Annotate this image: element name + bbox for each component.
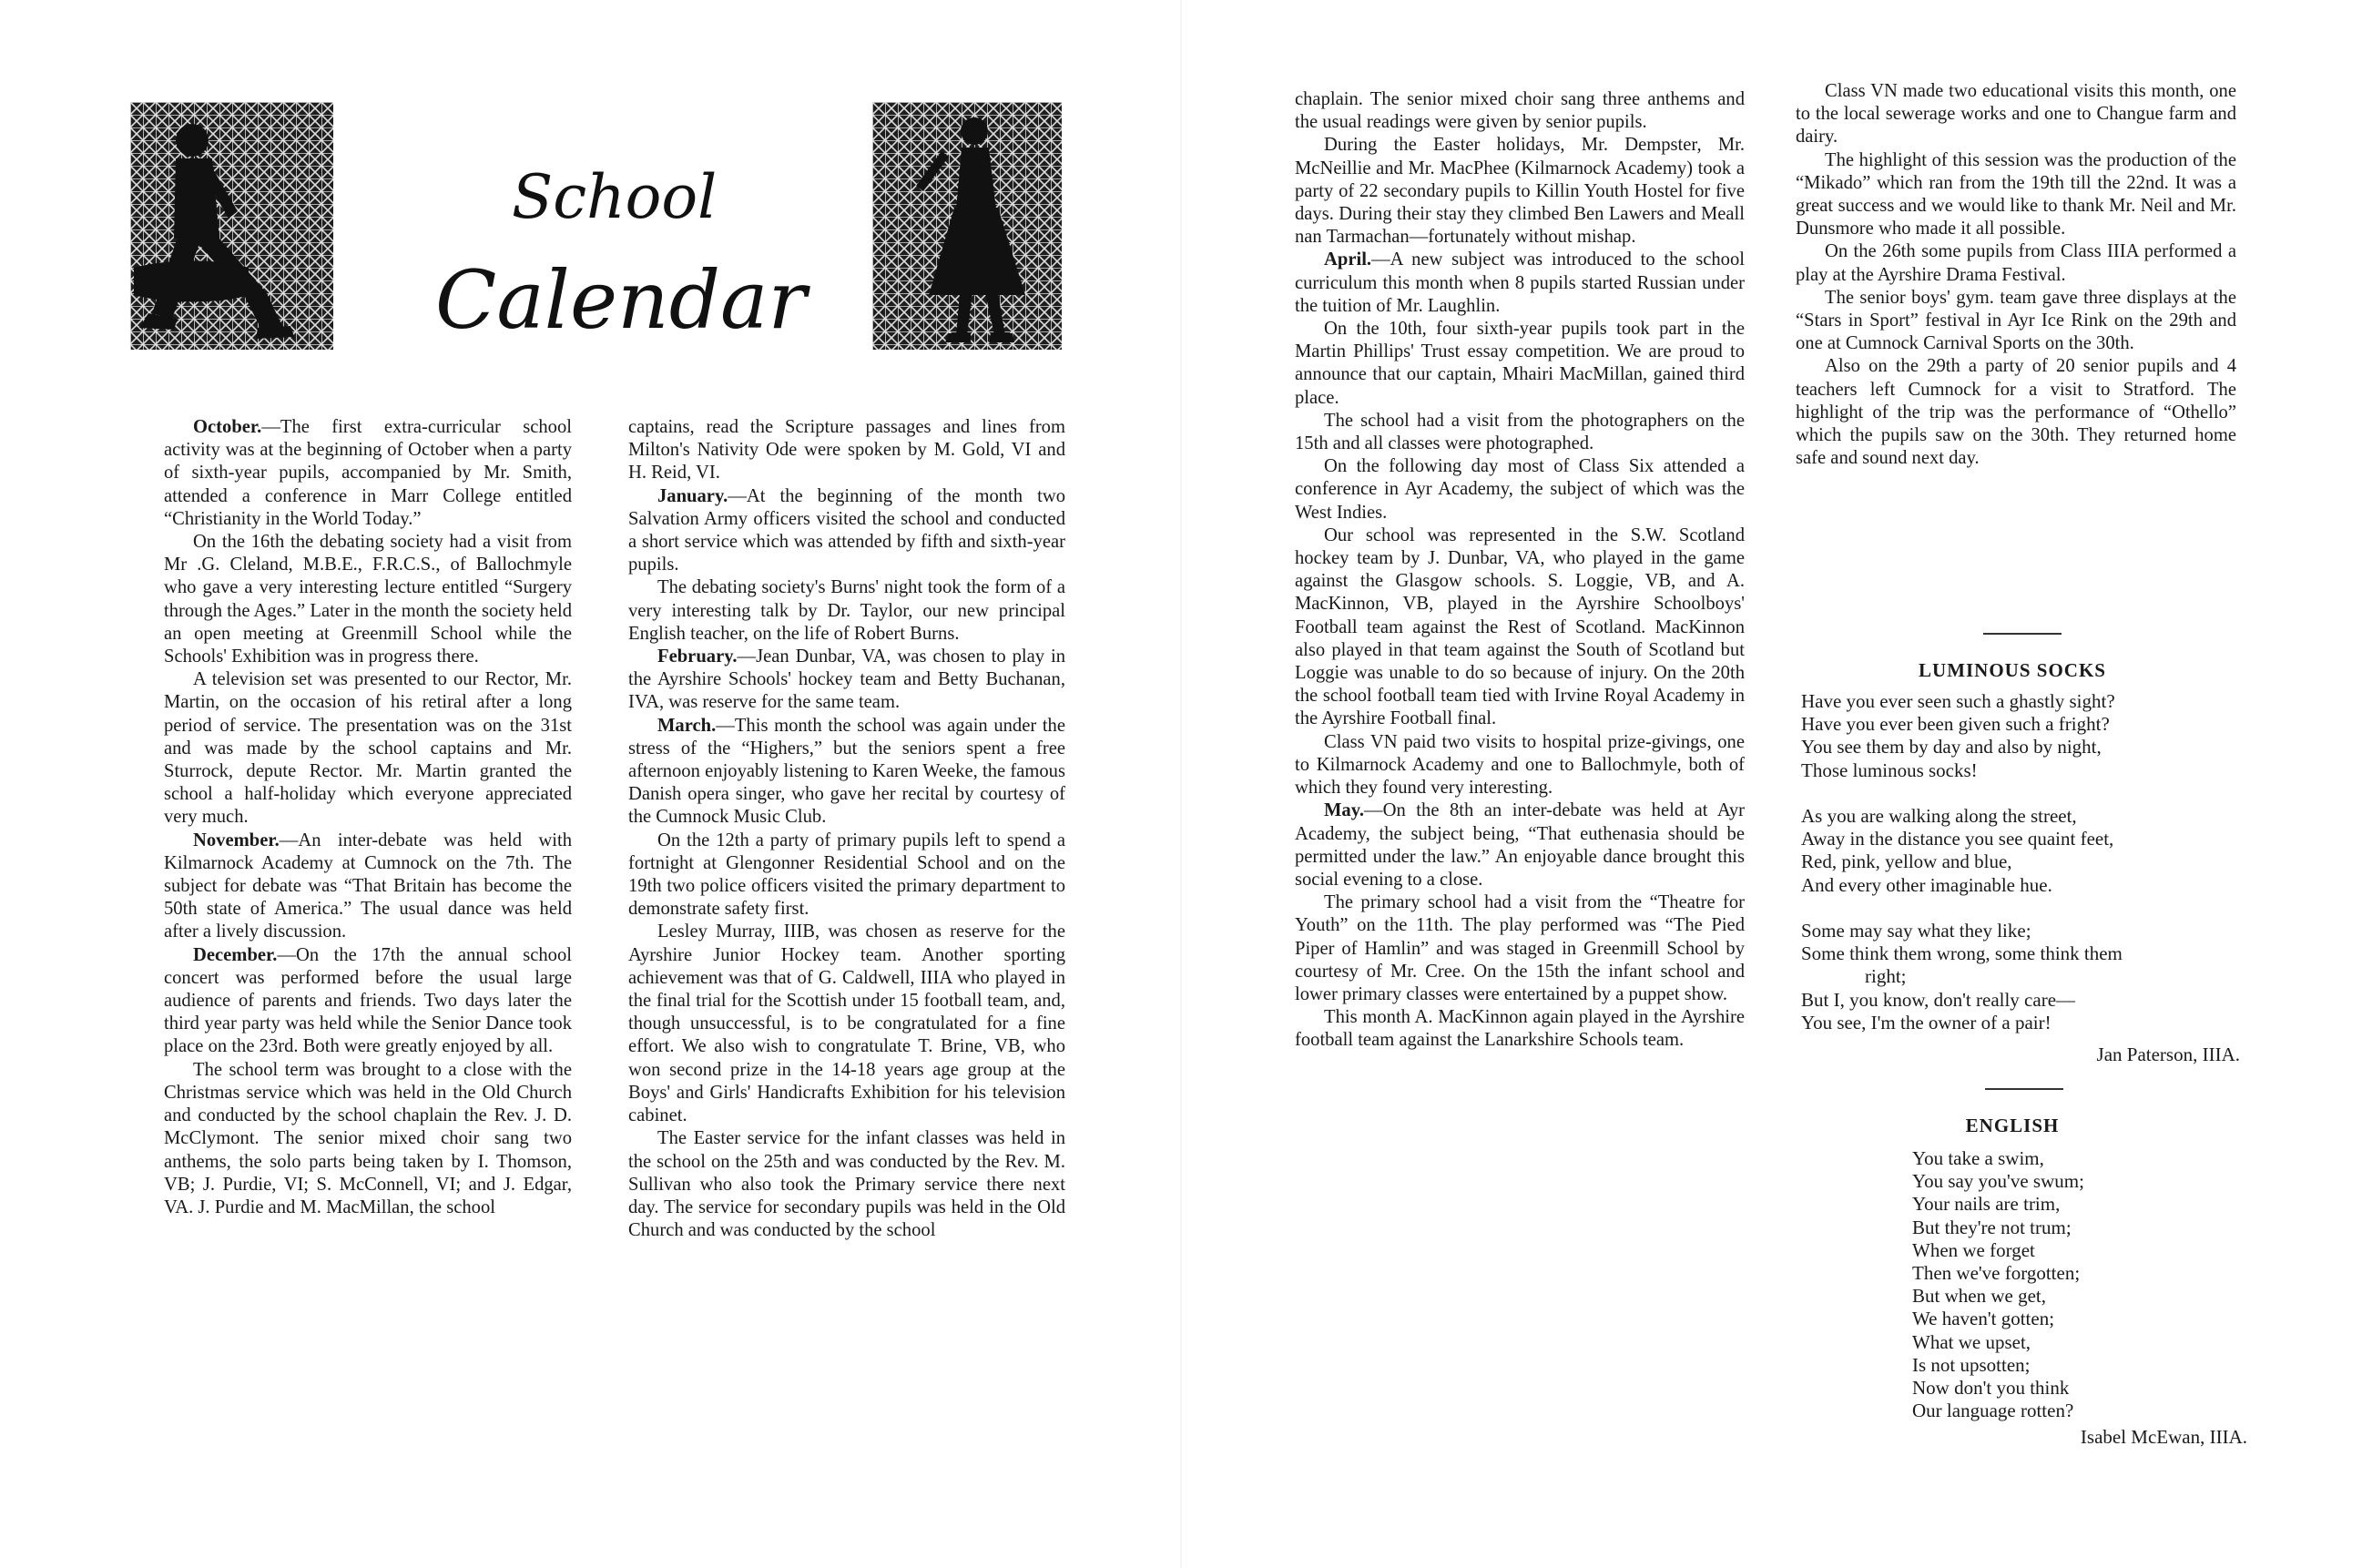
- poem-line: [1801, 897, 2256, 920]
- calendar-paragraph: [1295, 799, 1745, 891]
- poem-line: What we upset,: [1912, 1330, 2031, 1353]
- calendar-paragraph: [164, 416, 572, 531]
- paragraph-text: The primary school had a visit from the “Theatre for Youth” on the 11th. The play performed was “The Pied Piper of Hamlin” and was staged in Greenmill School by courtesy of Mr. Cree. On the 15th the infant school and lower primary classes were entertained by a puppet show.: [1295, 892, 1745, 1004]
- poem-line: But they're not trum;: [1912, 1216, 2072, 1238]
- paragraph-text: The debating society's Burns' night took the form of a very interesting talk by Dr. Taylor, our new principal English teacher, on the life of Robert Burns.: [628, 577, 1065, 644]
- paragraph-text: —On the 17th the annual school concert was performed before the usual large audience of parents and friends. Two days later the third year party was held while the Senior Dance took place on the 23rd. Both were greatly enjoyed by all.: [164, 944, 572, 1057]
- calendar-paragraph: [628, 715, 1065, 830]
- paragraph-text: On the 10th, four sixth-year pupils took part in the Martin Phillips' Trust essay competition. We are proud to announce that our captain, Mhairi MacMillan, gained third place.: [1295, 319, 1745, 408]
- calendar-paragraph: [628, 485, 1065, 577]
- calendar-paragraph: [1796, 240, 2236, 286]
- column-4: [1796, 80, 2236, 470]
- paragraph-text: The school had a visit from the photographers on the 15th and all classes were photographed.: [1295, 410, 1745, 454]
- paragraph-text: captains, read the Scripture passages and lines from Milton's Nativity Ode were spoken by M. Gold, VI and H. Reid, VI.: [628, 417, 1065, 484]
- paragraph-text: During the Easter holidays, Mr. Dempster, Mr. McNeillie and Mr. MacPhee (Kilmarnock Academy) took a party of 22 secondary pupils to Killin Youth Hostel for five days. During their stay they climbed Ben Lawers and Meall nan Tarmachan—fortunately without mishap.: [1295, 135, 1745, 248]
- month-label: May.: [1324, 800, 1365, 821]
- paragraph-text: —The first extra-curricular school activity was at the beginning of October when a party of sixth-year pupils, accompanied by Mr. Smith, attended a conference in Marr College entitled “Christianity in the World Today.”: [164, 417, 572, 529]
- paragraph-text: On the 16th the debating society had a visit from Mr .G. Cleland, M.B.E., F.R.C.S., of Ballochmyle who gave a very interesting lecture entitled “Surgery through the Ages.” Later in the month the society held an open meeting at Greenmill School while the Schools' Exhibition was in progress there.: [164, 532, 572, 667]
- poem-line: Red, pink, yellow and blue,: [1801, 850, 2012, 873]
- poem-line: As you are walking along the street,: [1801, 805, 2077, 828]
- calendar-paragraph: [1796, 149, 2236, 241]
- poem-line: But I, you know, don't really care—: [1801, 988, 2076, 1011]
- calendar-paragraph: [164, 830, 572, 944]
- calendar-paragraph: [164, 531, 572, 668]
- poem-line: But when we get,: [1912, 1285, 2046, 1308]
- calendar-paragraph: [1295, 410, 1745, 455]
- poem-line: We haven't gotten;: [1912, 1308, 2055, 1330]
- paragraph-text: On the following day most of Class Six attended a conference in Ayr Academy, the subject of which was the West Indies.: [1295, 456, 1745, 523]
- page-gutter: [1180, 0, 1182, 1568]
- poem-line: Then we've forgotten;: [1912, 1262, 2081, 1285]
- divider-rule: [1985, 1088, 2063, 1090]
- calendar-paragraph: [1796, 355, 2236, 470]
- poem-line: right;: [1865, 965, 1907, 988]
- calendar-paragraph: [1295, 318, 1745, 410]
- paragraph-text: —At the beginning of the month two Salvation Army officers visited the school and conducted a short service which was attended by fifth and sixth-year pupils.: [628, 485, 1065, 575]
- poem-english: [1912, 1147, 2204, 1422]
- calendar-paragraph: [1295, 731, 1745, 800]
- calendar-paragraph: [628, 416, 1065, 485]
- paragraph-text: —An inter-debate was held with Kilmarnock Academy at Cumnock on the 7th. The subject for debate was “That Britain has become the 50th state of America.” The usual dance was held after a lively discussion.: [164, 830, 572, 942]
- paragraph-text: A television set was presented to our Rector, Mr. Martin, on the occasion of his retiral after a long period of service. The presentation was on the 31st and was made by the school captains and Mr. Sturrock, depute Rector. Mr. Martin granted the school a half-holiday which everyone appreciated very much.: [164, 669, 572, 828]
- paragraph-text: The senior boys' gym. team gave three displays at the “Stars in Sport” festival in Ayr Ice Rink on the 29th and one at Cumnock Carnival Sports on the 30th.: [1796, 287, 2236, 354]
- calendar-paragraph: [1796, 287, 2236, 356]
- paragraph-text: Lesley Murray, IIIB, was chosen as reserve for the Ayrshire Junior Hockey team. Another sporting achievement was that of G. Caldwell, IIIA who played in the final trial for the Scottish under 15 football team, and, though unsuccessful, is to be congratulated for a fine effort. We also wish to congratulate T. Brine, VB, who won second prize in the 14-18 years age group at the Boys' and Girls' Handicrafts Exhibition for his television cabinet.: [628, 921, 1065, 1126]
- paragraph-text: —On the 8th an inter-debate was held at Ayr Academy, the subject being, “That euthenasia should be permitted under the law.” An enjoyable dance brought this social evening to a close.: [1295, 800, 1745, 890]
- paragraph-text: Class VN made two educational visits this month, one to the local sewerage works and one to Changue farm and dairy.: [1796, 81, 2236, 148]
- calendar-paragraph: [1295, 524, 1745, 731]
- divider-rule: [1983, 633, 2062, 635]
- calendar-paragraph: [164, 1059, 572, 1219]
- poem-line: You take a swim,: [1912, 1147, 2044, 1169]
- poem-line: Your nails are trim,: [1912, 1193, 2061, 1216]
- boy-illustration: [130, 102, 333, 350]
- poem-line: [1801, 782, 2256, 805]
- calendar-paragraph: [1295, 891, 1745, 1006]
- paragraph-text: —Jean Dunbar, VA, was chosen to play in the Ayrshire Schools' hockey team and Betty Buchanan, IVA, was reserve for the same team.: [628, 647, 1065, 713]
- poem-title-luminous-socks: LUMINOUS SOCKS: [1919, 659, 2106, 681]
- poem-line: Some think them wrong, some think them: [1801, 942, 2123, 965]
- month-label: November.: [193, 830, 280, 850]
- poem-line: Have you ever seen such a ghastly sight?: [1801, 690, 2115, 712]
- paragraph-text: Also on the 29th a party of 20 senior pupils and 4 teachers left Cumnock for a visit to Stratford. The highlight of the trip was the performance of “Othello” which the pupils saw on the 30th. They returned home safe and sound next day.: [1796, 356, 2236, 469]
- paragraph-text: On the 26th some pupils from Class IIIA performed a play at the Ayrshire Drama Festival.: [1796, 241, 2236, 285]
- girl-illustration: [872, 102, 1062, 350]
- paragraph-text: On the 12th a party of primary pupils left to spend a fortnight at Glengonner Residential School and on the 19th two police officers visited the primary department to demonstrate safety first.: [628, 830, 1065, 920]
- column-2: [628, 416, 1065, 1242]
- calendar-paragraph: [1295, 455, 1745, 524]
- poem-line: Away in the distance you see quaint feet,: [1801, 828, 2114, 850]
- poem-line: You see, I'm the owner of a pair!: [1801, 1011, 2051, 1033]
- paragraph-text: Our school was represented in the S.W. Scotland hockey team by J. Dunbar, VA, who played in the game against the Glasgow schools. S. Loggie, VB, and A. MacKinnon, VB, played in the Ayrshire Schoolboys' Football team against the Rest of Scotland. MacKinnon also played in that team against the South of Scotland but Loggie was unable to do so because of injury. On the 20th the school football team tied with Irvine Royal Academy in the Ayrshire Football final.: [1295, 524, 1745, 729]
- poem-line: Have you ever been given such a fright?: [1801, 713, 2110, 736]
- calendar-paragraph: [628, 1127, 1065, 1242]
- calendar-paragraph: [1295, 1006, 1745, 1052]
- poem-line: Those luminous socks!: [1801, 759, 1978, 781]
- poem-line: Now don't you think: [1912, 1377, 2070, 1400]
- title-school: School: [512, 162, 718, 232]
- paragraph-text: The highlight of this session was the production of the “Mikado” which ran from the 19th till the 22nd. It was a great success and we would like to thank Mr. Neil and Mr. Dunsmore who made it all possible.: [1796, 149, 2236, 239]
- calendar-paragraph: [164, 944, 572, 1059]
- poem-line: And every other imaginable hue.: [1801, 873, 2052, 896]
- calendar-paragraph: [628, 576, 1065, 646]
- poem-line: When we forget: [1912, 1238, 2035, 1261]
- paragraph-text: Class VN paid two visits to hospital prize-givings, one to Kilmarnock Academy and one to Ballochmyle, both of which they found very interesting.: [1295, 731, 1745, 799]
- calendar-paragraph: [628, 830, 1065, 921]
- calendar-paragraph: [1295, 88, 1745, 134]
- month-label: February.: [657, 647, 738, 667]
- poem-line: You say you've swum;: [1912, 1170, 2084, 1193]
- month-label: December.: [193, 944, 278, 965]
- poem-line: You see them by day and also by night,: [1801, 736, 2102, 759]
- column-1: [164, 416, 572, 1219]
- column-3: [1295, 88, 1745, 1053]
- poem-line: Our language rotten?: [1912, 1400, 2074, 1422]
- paragraph-text: chaplain. The senior mixed choir sang three anthems and the usual readings were given by senior pupils.: [1295, 89, 1745, 133]
- paragraph-text: The Easter service for the infant classes was held in the school on the 25th and was conducted by the Rev. M. Sullivan who also took the Primary service there next day. The service for secondary pupils was held in the Old Church and was conducted by the school: [628, 1128, 1065, 1241]
- calendar-paragraph: [1295, 249, 1745, 318]
- poem-title-english: ENGLISH: [1965, 1115, 2060, 1136]
- month-label: January.: [657, 485, 728, 506]
- calendar-paragraph: [1796, 80, 2236, 149]
- month-label: March.: [657, 715, 717, 736]
- calendar-paragraph: [628, 921, 1065, 1127]
- paragraph-text: This month A. MacKinnon again played in the Ayrshire football team against the Lanarkshire Schools team.: [1295, 1007, 1745, 1051]
- paragraph-text: —This month the school was again under the stress of the “Highers,” but the seniors spent a free afternoon enjoyably listening to Karen Weeke, the famous Danish opera singer, who gave her recital by courtesy of the Cumnock Music Club.: [628, 715, 1065, 828]
- poem-luminous-socks: [1801, 690, 2256, 1034]
- calendar-paragraph: [1295, 134, 1745, 249]
- paragraph-text: The school term was brought to a close with the Christmas service which was held in the Old Church and conducted by the school chaplain the Rev. J. D. McClymont. The senior mixed choir sang two anthems, the solo parts being taken by I. Thomson, VB; J. Purdie, VI; S. McConnell, VI; and J. Edgar, VA. J. Purdie and M. MacMillan, the school: [164, 1059, 572, 1217]
- poem-author-mcewan: Isabel McEwan, IIIA.: [2080, 1426, 2247, 1448]
- poem-line: Is not upsotten;: [1912, 1353, 2031, 1376]
- title-calendar: Calendar: [435, 253, 807, 347]
- month-label: April.: [1324, 249, 1372, 270]
- poem-author-paterson: Jan Paterson, IIIA.: [2096, 1044, 2240, 1065]
- calendar-paragraph: [628, 646, 1065, 715]
- paragraph-text: —A new subject was introduced to the school curriculum this month when 8 pupils started Russian under the tuition of Mr. Laughlin.: [1295, 249, 1745, 316]
- poem-line: Some may say what they like;: [1801, 920, 2031, 942]
- calendar-paragraph: [164, 668, 572, 829]
- month-label: October.: [193, 417, 262, 437]
